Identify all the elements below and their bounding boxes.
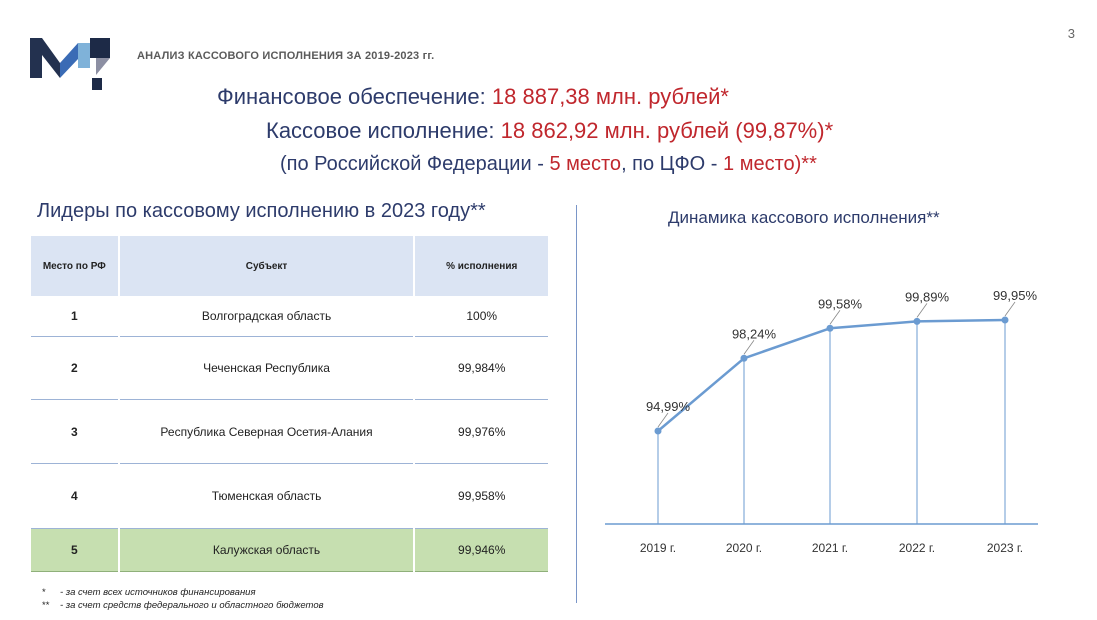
subject-cell: Республика Северная Осетия-Алания [119, 400, 415, 464]
footnote-text: - за счет средств федерального и областного бюджетов [60, 600, 324, 611]
column-header-percent: % исполнения [414, 236, 548, 296]
rank-suffix: )** [794, 153, 817, 175]
footnote-2 [42, 600, 324, 611]
x-tick-label: 2023 г. [986, 541, 1024, 555]
percent-cell: 99,946% [414, 529, 548, 572]
subject-cell: Чеченская Республика [119, 337, 415, 400]
footnote-1 [42, 587, 256, 598]
percent-cell: 100% [414, 296, 548, 337]
execution-line-chart [590, 250, 1050, 570]
table-header-row [31, 236, 548, 296]
x-tick-label: 2022 г. [898, 541, 936, 555]
x-tick-label: 2021 г. [811, 541, 849, 555]
chart-title: Динамика кассового исполнения** [668, 208, 940, 227]
percent-cell: 99,976% [414, 400, 548, 464]
rank-cell: 1 [31, 296, 119, 337]
funding-value: 18 887,38 млн. рублей* [491, 84, 729, 109]
table-row [31, 464, 548, 529]
rank-cell: 3 [31, 400, 119, 464]
footnote-mark: ** [42, 600, 50, 611]
funding-line [217, 84, 729, 110]
rank-cell: 5 [31, 529, 119, 572]
x-tick-label: 2019 г. [639, 541, 677, 555]
footnote-text: - за счет всех источников финансирования [60, 587, 256, 598]
subject-cell: Калужская область [119, 529, 415, 572]
rank-middle: , по ЦФО - [621, 153, 724, 175]
data-point [655, 428, 662, 435]
table-row-highlighted [31, 529, 548, 572]
data-point [914, 318, 921, 325]
label-leader [830, 310, 840, 324]
table-row [31, 296, 548, 337]
data-label: 99,89% [904, 289, 950, 305]
table-row [31, 400, 548, 464]
leaders-table [31, 236, 548, 572]
rank-cell: 4 [31, 464, 119, 529]
data-label: 99,58% [817, 296, 863, 312]
header-title: АНАЛИЗ КАССОВОГО ИСПОЛНЕНИЯ ЗА 2019-2023 гг. [137, 50, 435, 62]
data-label: 98,24% [731, 326, 777, 342]
execution-label: Кассовое исполнение: [266, 118, 495, 143]
logo [30, 33, 120, 93]
vertical-divider [576, 205, 577, 603]
data-point [741, 355, 748, 362]
subject-cell: Волгоградская область [119, 296, 415, 337]
data-label: 94,99% [645, 399, 691, 414]
execution-line [266, 118, 833, 144]
label-leader [744, 340, 754, 354]
label-leader [917, 303, 927, 317]
rank-prefix: (по Российской Федерации - [280, 153, 550, 175]
percent-cell: 99,984% [414, 337, 548, 400]
footnote-mark: * [42, 587, 46, 598]
rank-cfo: 1 место [723, 153, 795, 175]
page-number: 3 [1067, 26, 1075, 41]
execution-value: 18 862,92 млн. рублей (99,87%)* [500, 118, 834, 143]
table-row [31, 337, 548, 400]
subject-cell: Тюменская область [119, 464, 415, 529]
data-label: 99,95% [992, 288, 1038, 303]
rank-rf: 5 место [549, 153, 622, 175]
rank-cell: 2 [31, 337, 119, 400]
percent-cell: 99,958% [414, 464, 548, 529]
leaders-title: Лидеры по кассовому исполнению в 2023 году** [37, 200, 486, 222]
x-tick-label: 2020 г. [725, 541, 763, 555]
column-header-subject: Субъект [119, 236, 415, 296]
data-point [827, 325, 834, 332]
label-leader [1005, 302, 1015, 316]
funding-label: Финансовое обеспечение: [217, 84, 486, 109]
column-header-rank: Место по РФ [31, 236, 119, 296]
rank-line [280, 153, 817, 176]
series-line [658, 320, 1005, 431]
data-point [1002, 317, 1009, 324]
